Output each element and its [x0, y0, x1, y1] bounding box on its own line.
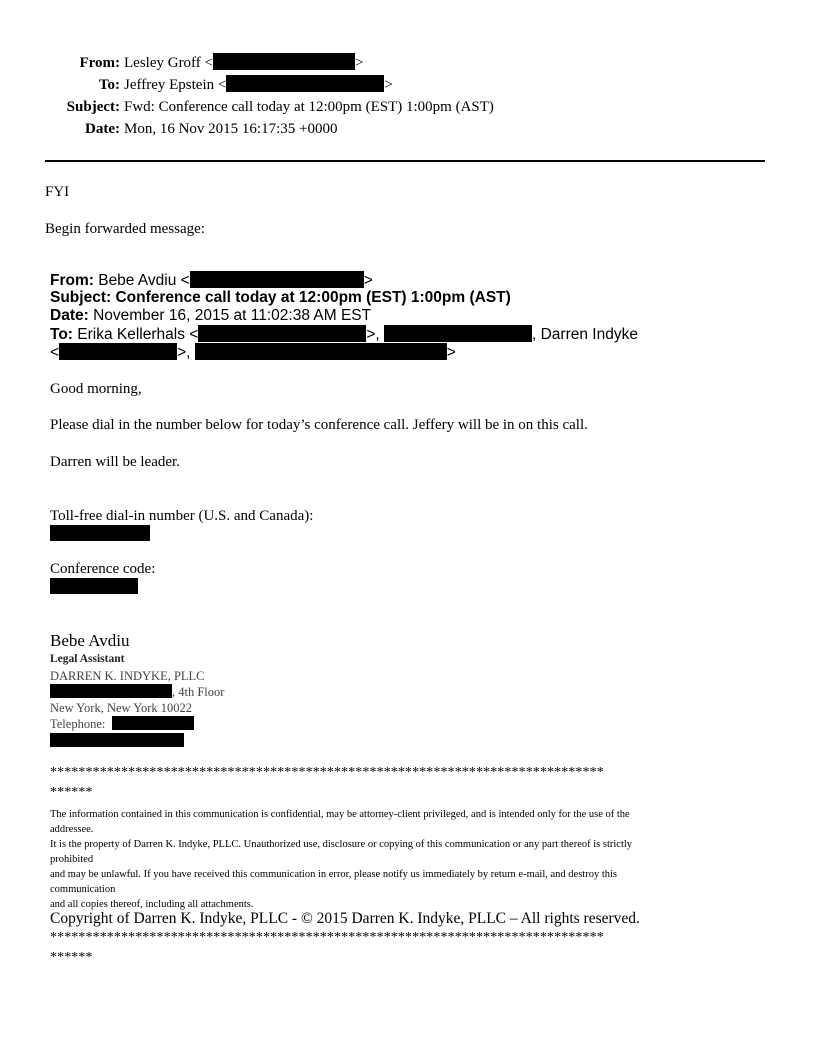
signature-name: Bebe Avdiu	[50, 631, 130, 650]
fyi-text: FYI	[45, 184, 70, 200]
header-date-value: Mon, 16 Nov 2015 16:17:35 +0000	[124, 121, 338, 137]
signature-firm: DARREN K. INDYKE, PLLC	[50, 669, 205, 683]
redaction-block	[50, 525, 150, 541]
disclaimer-line-4: and all copies thereof, including all attachments.	[50, 899, 254, 910]
header-date-row	[0, 118, 337, 140]
header-subject-label: Subject:	[66, 99, 120, 115]
header-date-label: Date:	[85, 121, 120, 137]
redaction-block	[112, 716, 194, 730]
redaction-block	[195, 343, 447, 360]
fwd-to-line2-open: <	[50, 344, 60, 361]
fwd-to-line2-sep: >,	[177, 344, 195, 361]
disclaimer-line-1b: addressee.	[50, 824, 94, 835]
fwd-from-label: From:	[50, 272, 94, 289]
header-from-value: Lesley Groff <	[124, 55, 213, 71]
header-to-row	[0, 74, 393, 96]
stars-divider-bottom: ******************************************************************************	[50, 930, 604, 945]
disclaimer-line-3: and may be unlawful. If you have received this communication in error, please notify us immediately by return e-mail, and destroy this	[50, 869, 617, 880]
signature-address-suffix: , 4th Floor	[172, 685, 225, 699]
signature-title: Legal Assistant	[50, 653, 125, 665]
disclaimer-line-1: The information contained in this communication is confidential, may be attorney-client privileged, and is intended only for the use of the	[50, 809, 630, 820]
conference-code-label: Conference code:	[50, 561, 156, 577]
header-divider	[45, 160, 765, 162]
fwd-to-line2-close: >	[446, 344, 456, 361]
redaction-block	[50, 684, 172, 698]
redaction-block	[59, 343, 177, 360]
redaction-block	[190, 271, 364, 288]
fwd-to-label: To:	[50, 326, 73, 343]
header-to-value: Jeffrey Epstein <	[124, 77, 227, 93]
header-to-close: >	[384, 77, 393, 93]
header-subject-value: Fwd: Conference call today at 12:00pm (EST) 1:00pm (AST)	[124, 99, 494, 115]
message-line-2: Darren will be leader.	[50, 454, 180, 470]
message-line-1: Please dial in the number below for today’s conference call. Jeffery will be in on this call.	[50, 417, 588, 433]
fwd-to-value: Erika Kellerhals <	[72, 326, 199, 343]
fwd-to-row	[50, 325, 638, 344]
tollfree-label: Toll-free dial-in number (U.S. and Canada):	[50, 508, 314, 524]
fwd-date-label: Date:	[50, 307, 89, 324]
header-from-label: From:	[79, 55, 120, 71]
disclaimer-line-2: It is the property of Darren K. Indyke, PLLC. Unauthorized use, disclosure or copying of this communication or any part thereof is strictly	[50, 839, 633, 850]
disclaimer-line-2b: prohibited	[50, 854, 94, 865]
fwd-from-close: >	[363, 272, 373, 289]
fwd-to-sep2: , Darren Indyke	[531, 326, 638, 343]
stars-divider-top-tail: ******	[50, 785, 93, 800]
greeting-text: Good morning,	[50, 381, 142, 397]
stars-divider-bottom-tail: ******	[50, 950, 93, 965]
fwd-from-value: Bebe Avdiu <	[93, 272, 190, 289]
fwd-to-row-2	[50, 343, 456, 362]
header-to-label: To:	[98, 77, 120, 93]
redaction-block	[226, 75, 384, 92]
header-subject-row	[0, 96, 494, 118]
header-from-close: >	[355, 55, 364, 71]
fwd-date-value: November 16, 2015 at 11:02:38 AM EST	[88, 307, 372, 324]
stars-divider-top: ******************************************************************************	[50, 765, 604, 780]
fwd-from-row	[50, 271, 373, 290]
redaction-block	[50, 578, 138, 594]
header-from-row	[0, 52, 363, 74]
fwd-subject-label: Subject: Conference call today at 12:00pm (EST) 1:00pm (AST)	[50, 289, 511, 306]
fwd-date-row	[50, 307, 371, 325]
copyright-text: Copyright of Darren K. Indyke, PLLC - © 2015 Darren K. Indyke, PLLC – All rights reserved.	[50, 910, 640, 927]
signature-city: New York, New York 10022	[50, 701, 193, 715]
signature-telephone-row	[50, 716, 194, 732]
disclaimer-line-3b: communication	[50, 884, 116, 895]
redaction-block	[384, 325, 532, 342]
redaction-block	[50, 733, 184, 747]
redaction-block	[213, 53, 355, 70]
redaction-block	[198, 325, 366, 342]
signature-telephone-label: Telephone:	[50, 717, 106, 731]
begin-forwarded-text: Begin forwarded message:	[45, 221, 205, 237]
fwd-subject-row	[50, 289, 511, 307]
signature-address-row	[50, 684, 224, 700]
fwd-to-sep1: >,	[366, 326, 384, 343]
